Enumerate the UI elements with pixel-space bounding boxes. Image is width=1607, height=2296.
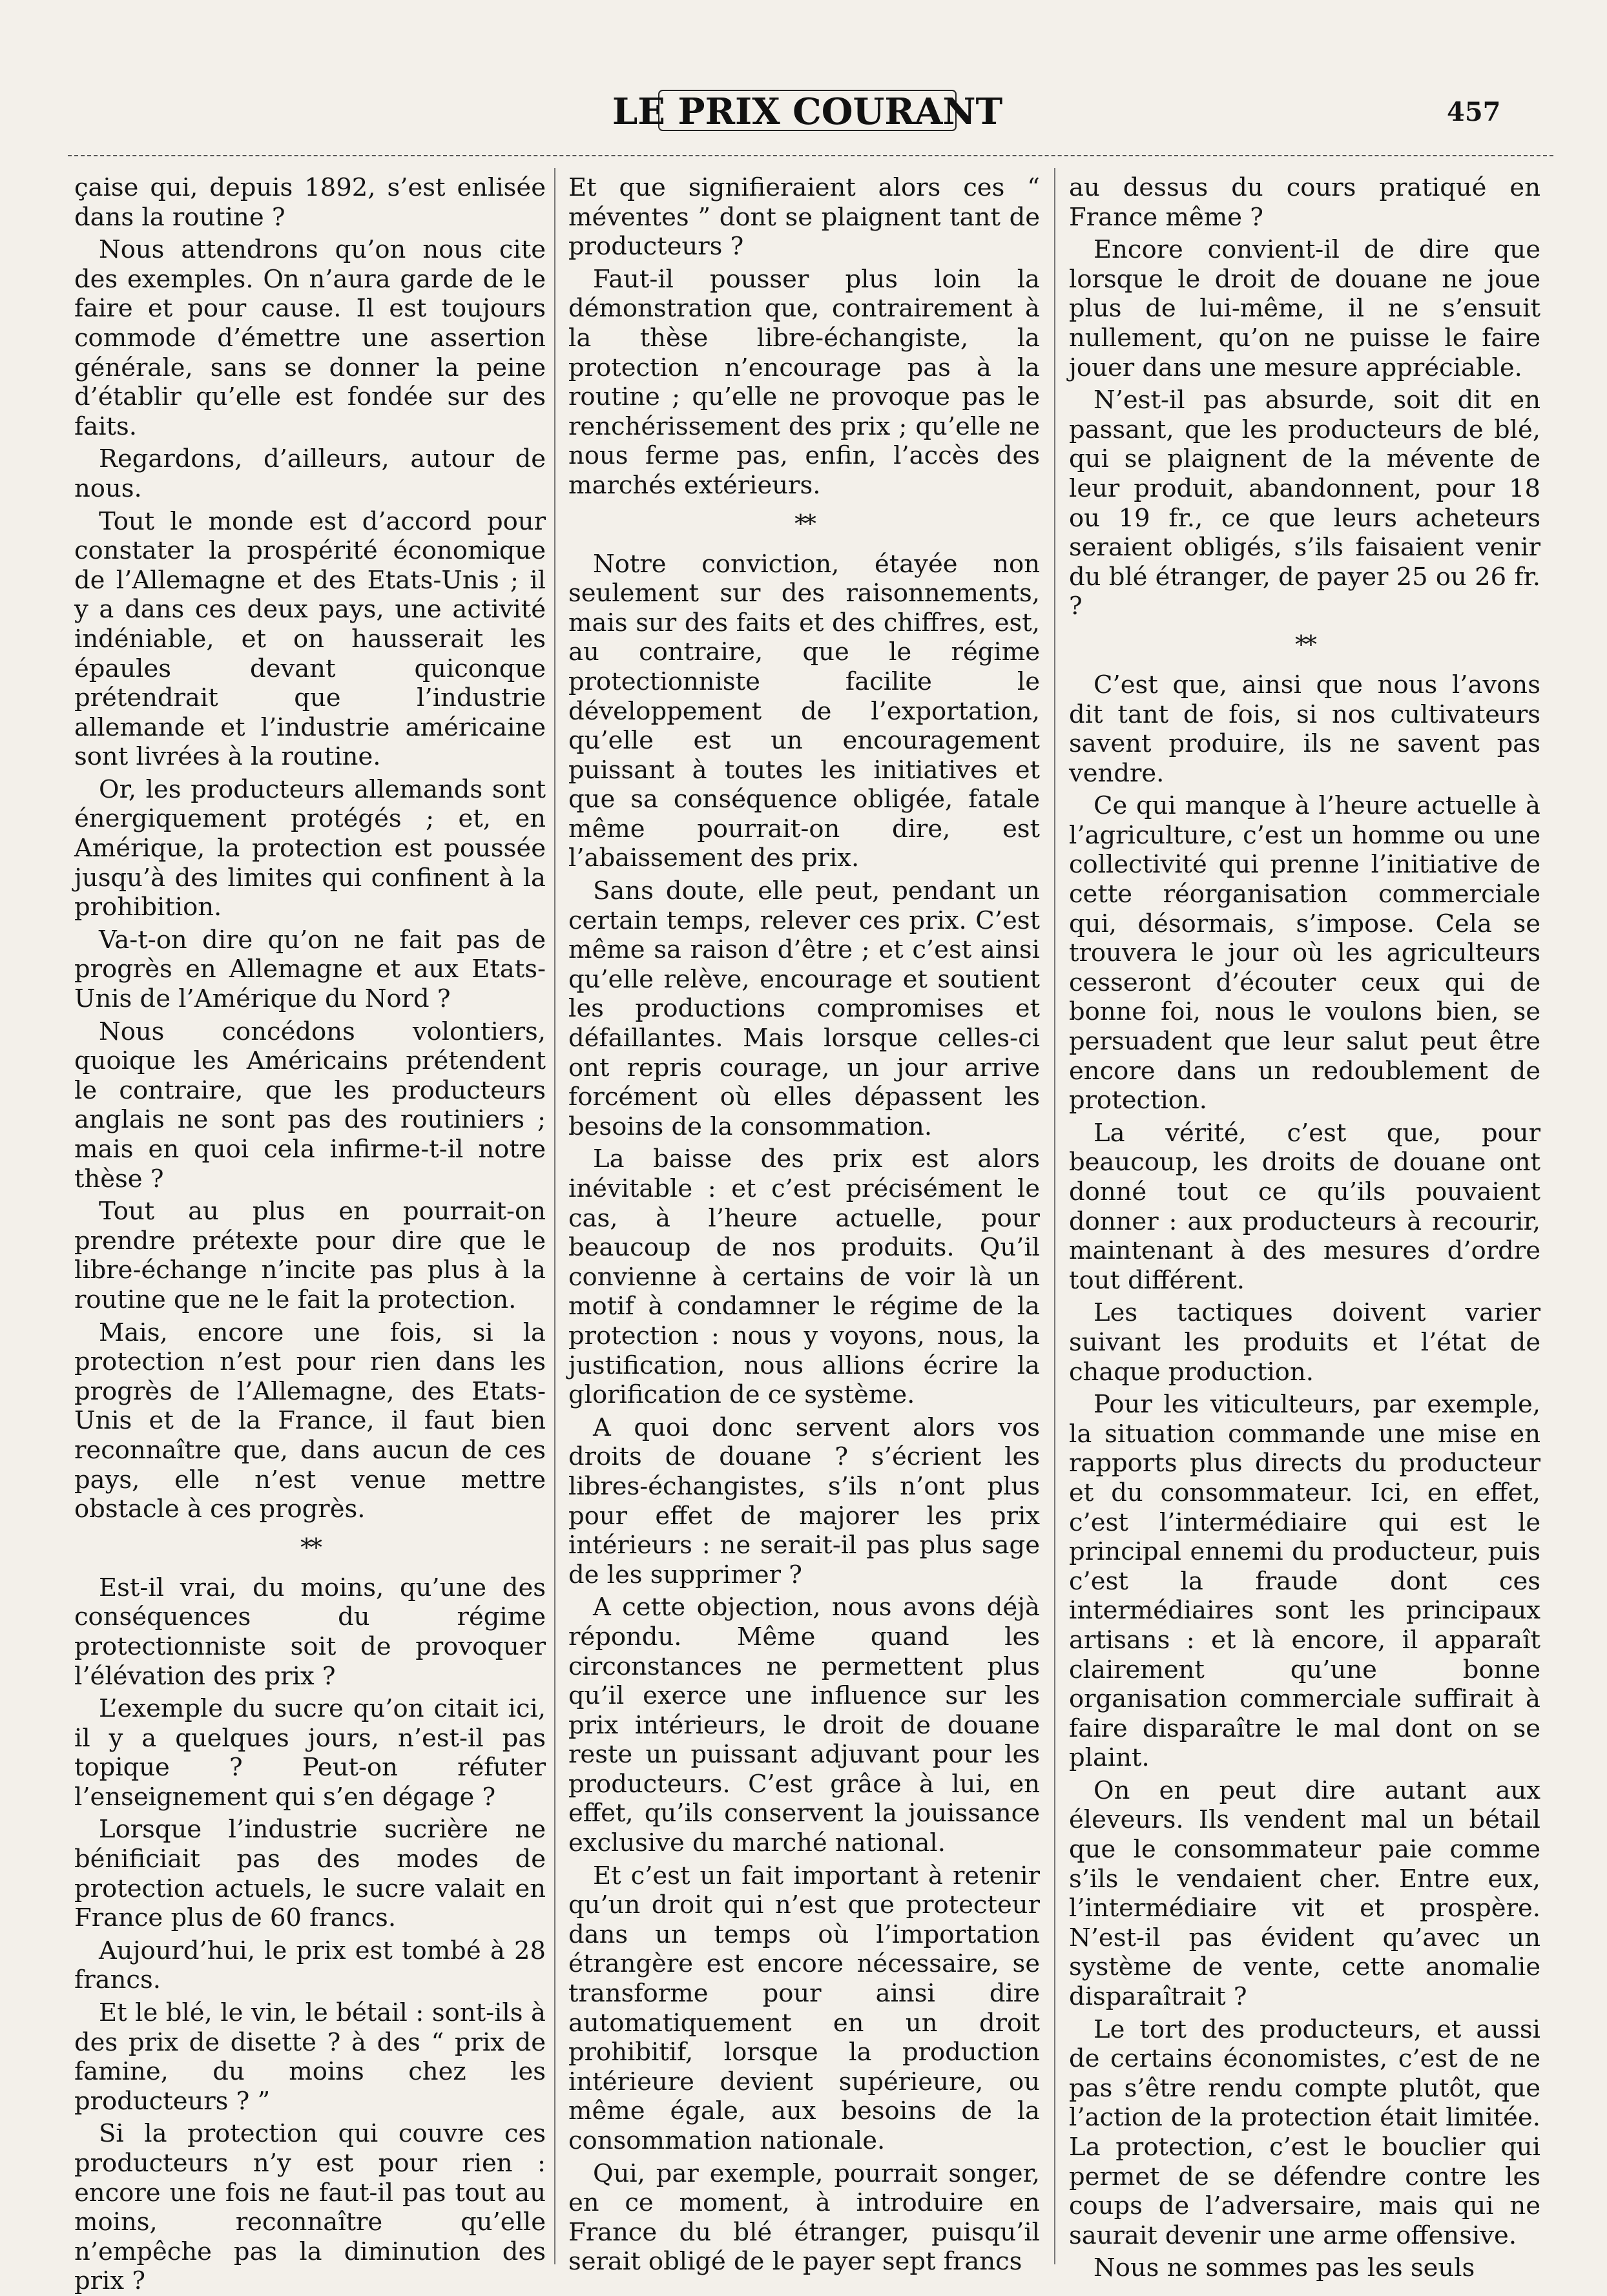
column-1 <box>74 173 546 2296</box>
paragraph: Tout le monde est d’accord pour constater la prospérité économique de l’Allemagne et des Etats-Unis ; il y a dans ces deux pays, une activité indéniable, et on hausserait les épaules devant quiconque prétendrait que l’industrie allemande et l’industrie américaine sont livrées à la routine. <box>74 506 546 772</box>
paragraph: çaise qui, depuis 1892, s’est enlisée dans la routine ? <box>74 173 546 232</box>
paragraph: L’exemple du sucre qu’on citait ici, il y a quelques jours, n’est-il pas topique ? Peut-on réfuter l’enseignement qui s’en dégage ? <box>74 1694 546 1812</box>
section-separator: ** <box>1295 630 1314 659</box>
paragraph: Nous concédons volontiers, quoique les Américains prétendent le contraire, que les producteurs anglais ne sont pas des routiniers ; mais en quoi cela infirme-t-il notre thèse ? <box>74 1017 546 1194</box>
paragraph: A cette objection, nous avons déjà répondu. Même quand les circonstances ne permettent plus qu’il exerce une influence sur les prix intérieurs, le droit de douane reste un puissant adjuvant pour les producteurs. C’est grâce à lui, en effet, qu’ils conservent la jouissance exclusive du marché national. <box>568 1593 1040 1858</box>
paragraph: Or, les producteurs allemands sont énergiquement protégés ; et, en Amérique, la protection est poussée jusqu’à des limites qui confinent à la prohibition. <box>74 774 546 922</box>
svg-text:LE PRIX COURANT: LE PRIX COURANT <box>612 90 1003 133</box>
column-separator <box>554 168 555 2264</box>
paragraph: Faut-il pousser plus loin la démonstration que, contrairement à la thèse libre-échangiste, la protection n’encourage pas à la routine ; qu’elle ne provoque pas le renchérissement des prix ; qu’elle ne nous ferme pas, enfin, l’accès des marchés extérieurs. <box>568 264 1040 500</box>
paragraph: Pour les viticulteurs, par exemple, la situation commande une mise en rapports plus directs du producteur et du consommateur. Ici, en effet, c’est l’intermédiaire qui est le principal ennemi du producteur, puis c’est la fraude dont ces intermédiaires sont les principaux artisans : et là encore, il apparaît clairement qu’une bonne organisation commerciale suffirait à faire disparaître le mal dont on se plaint. <box>1069 1390 1540 1773</box>
paragraph: Aujourd’hui, le prix est tombé à 28 francs. <box>74 1936 546 1995</box>
paragraph: Lorsque l’industrie sucrière ne bénificiait pas des modes de protection actuels, le sucre valait en France plus de 60 francs. <box>74 1815 546 1933</box>
paragraph: On en peut dire autant aux éleveurs. Ils vendent mal un bétail que le consommateur paie comme s’ils le vendaient cher. Entre eux, l’intermédiaire vit et prospère. N’est-il pas évident qu’avec un système de vente, cette anomalie disparaîtrait ? <box>1069 1775 1540 2012</box>
column-3 <box>1069 173 1540 2283</box>
column-separator <box>1054 168 1055 2264</box>
paragraph: Sans doute, elle peut, pendant un certain temps, relever ces prix. C’est même sa raison d’être ; et c’est ainsi qu’elle relève, encourage et soutient les productions compromises et défaillantes. Mais lorsque celles-ci ont repris courage, un jour arrive forcément où elles dépassent les besoins de la consommation. <box>568 876 1040 1141</box>
page-number: 457 <box>1447 97 1501 127</box>
paragraph: au dessus du cours pratiqué en France même ? <box>1069 173 1540 232</box>
paragraph: C’est que, ainsi que nous l’avons dit tant de fois, si nos cultivateurs savent produire, ils ne savent pas vendre. <box>1069 670 1540 788</box>
paragraph: A quoi donc servent alors vos droits de douane ? s’écrient les libres-échangistes, s’ils n’ont plus pour effet de majorer les prix intérieurs : ne serait-il pas plus sage de les supprimer ? <box>568 1412 1040 1589</box>
column-2 <box>568 173 1040 2277</box>
paragraph: La vérité, c’est que, pour beaucoup, les droits de douane ont donné tout ce qu’ils pouvaient donner : aux producteurs à recourir, maintenant à des mesures d’ordre tout différent. <box>1069 1118 1540 1295</box>
section-separator: ** <box>794 509 814 538</box>
paragraph: Mais, encore une fois, si la protection n’est pour rien dans les progrès de l’Allemagne, des Etats-Unis et de la France, il faut bien reconnaître que, dans aucun de ces pays, elle n’est venue mettre obstacle à ces progrès. <box>74 1318 546 1524</box>
paragraph: N’est-il pas absurde, soit dit en passant, que les producteurs de blé, qui se plaignent de la mévente de leur produit, abandonnent, pour 18 ou 19 fr., ce que leurs acheteurs seraient obligés, s’ils faisaient venir du blé étranger, de payer 25 ou 26 fr. ? <box>1069 386 1540 621</box>
paragraph: Si la protection qui couvre ces producteurs n’y est pour rien : encore une fois ne faut-il pas tout au moins, reconnaître qu’elle n’empêche pas la diminution des prix ? <box>74 2119 546 2296</box>
paragraph: Ce qui manque à l’heure actuelle à l’agriculture, c’est un homme ou une collectivité qui prenne l’initiative de cette réorganisation commerciale qui, désormais, s’impose. Cela se trouvera le jour où les agriculteurs cesseront d’écouter ceux qui de bonne foi, nous le voulons bien, se persuadent que leur salut peut être encore dans un redoublement de protection. <box>1069 791 1540 1115</box>
paragraph: Les tactiques doivent varier suivant les produits et l’état de chaque production. <box>1069 1298 1540 1387</box>
paragraph: La baisse des prix est alors inévitable : et c’est précisément le cas, à l’heure actuelle, pour beaucoup de nos produits. Qu’il convienne à certains de voir là un motif à condamner le régime de la protection : nous y voyons, nous, la justification, nous allions écrire la glorification de ce système. <box>568 1144 1040 1410</box>
paragraph: Et le blé, le vin, le bétail : sont-ils à des prix de disette ? à des “ prix de famine, du moins chez les producteurs ? ” <box>74 1998 546 2116</box>
header-rule <box>68 155 1553 156</box>
paragraph: Notre conviction, étayée non seulement sur des raisonnements, mais sur des faits et des chiffres, est, au contraire, que le régime protectionniste facilite le développement de l’exportation, qu’elle est un encouragement puissant à toutes les initiatives et que sa conséquence obligée, fatale même pourrait-on dire, est l’abaissement des prix. <box>568 549 1040 873</box>
paragraph: Est-il vrai, du moins, qu’une des conséquences du régime protectionniste soit de provoquer l’élévation des prix ? <box>74 1573 546 1691</box>
paragraph: Le tort des producteurs, et aussi de certains économistes, c’est de ne pas s’être rendu compte plutôt, que l’action de la protection était limitée. La protection, c’est le bouclier qui permet de se défendre contre les coups de l’adversaire, mais qui ne saurait devenir une arme offensive. <box>1069 2014 1540 2250</box>
masthead <box>612 78 1003 142</box>
paragraph: Nous ne sommes pas les seuls <box>1094 2253 1475 2283</box>
paragraph: Encore convient-il de dire que lorsque le droit de douane ne joue plus de lui-même, il ne s’ensuit nullement, qu’on ne puisse le faire jouer dans une mesure appréciable. <box>1069 235 1540 382</box>
section-separator: ** <box>300 1533 320 1562</box>
paragraph: Et c’est un fait important à retenir qu’un droit qui n’est que protecteur dans un temps où l’importation étrangère est encore nécessaire, se transforme pour ainsi dire automatiquement en un droit prohibitif, lorsque la production intérieure devient supérieure, ou même égale, aux besoins de la consommation nationale. <box>568 1861 1040 2155</box>
paragraph: Et que signifieraient alors ces “ méventes ” dont se plaignent tant de producteurs ? <box>568 173 1040 262</box>
paragraph: Qui, par exemple, pourrait songer, en ce moment, à introduire en France du blé étranger, puisqu’il serait obligé de le payer sept francs <box>568 2158 1040 2277</box>
masthead-logo <box>612 78 1003 142</box>
paragraph: Tout au plus en pourrait-on prendre prétexte pour dire que le libre-échange n’incite pas plus à la routine que ne le fait la protection. <box>74 1197 546 1314</box>
paragraph: Regardons, d’ailleurs, autour de nous. <box>74 444 546 503</box>
paragraph: Va-t-on dire qu’on ne fait pas de progrès en Allemagne et aux Etats-Unis de l’Amérique du Nord ? <box>74 925 546 1014</box>
paragraph: Nous attendrons qu’on nous cite des exemples. On n’aura garde de le faire et pour cause. Il est toujours commode d’émettre une assertion générale, sans se donner la peine d’établir qu’elle est fondée sur des faits. <box>74 235 546 441</box>
